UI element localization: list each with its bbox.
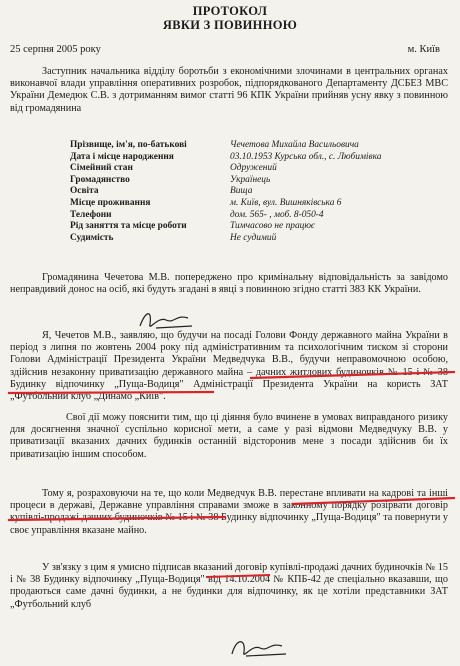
signature-1 xyxy=(136,306,196,334)
warning-paragraph: Громадянина Чечетова М.В. попереджено про кримінальну відповідальність за завідомо неправдивий донос на осіб, які будуть згадані в явці з повинною згідно статті 383 КК України. xyxy=(10,272,448,296)
info-row xyxy=(70,233,450,245)
connection-paragraph: У зв'язку з цим я умисно підписав вказаний договір купівлі-продажі дачних будиночків № 15 і № 38 Будинку відпочинку „Пуща-Водиця" від 14.10.2004 № КПБ-42 де спеціально вказавши, що продаються саме дачні будинки, а не будинки для відпочинку, як це хотіли представники ЗАТ „Футбольний клуб xyxy=(10,562,448,610)
protocol-subtitle: ЯВКИ З ПОВИННОЮ xyxy=(162,18,298,32)
signature-2 xyxy=(228,632,288,662)
info-label: Громадянство xyxy=(70,174,130,185)
explanation-paragraph: Свої дії можу пояснити тим, що ці діяння було вчинене в умовах виправданого ризику для досягнення значної суспільно корисної мети, а саме у разі відмови Медведчуку В.В. у приватизації вказаних дачних будинків останній відсторонив мене з посади здійснив би їх приватизацію іншим способом. xyxy=(10,412,448,460)
info-value: Чечетова Михайла Васильовича xyxy=(230,140,359,150)
protocol-city: м. Київ xyxy=(407,44,440,55)
info-label: Дата і місце народження xyxy=(70,151,174,162)
info-value: Не судимий xyxy=(230,232,277,243)
info-value: Тимчасово не працює xyxy=(230,221,316,232)
info-label: Рід заняття та місце роботи xyxy=(70,221,187,232)
info-label: Освіта xyxy=(70,186,99,197)
statement-paragraph: Я, Чечетов М.В., заявляю, що будучи на посаді Голови Фонду державного майна України в період з липня по жовтень 2004 року під адміністративним та психологічним тиском зі сторони Голови Адміністрації Президента України Медведчука В.В., будучи неправомочною особою, здійснив незаконну приватизацію державного майна – дачних житлових будиночків № 15 і № 38 Будинку відпочинку „Пуща-Водиця" Адміністрації Президента України на користь ЗАТ „Футбольний клуб „Динамо „Київ". xyxy=(10,330,448,403)
info-label: Телефони xyxy=(70,209,112,220)
info-row xyxy=(70,175,450,187)
intro-paragraph: Заступник начальника відділу боротьби з економічними злочинами в центральних органах виконавчої влади управління оперативних розробок, підпорядкованого Департаменту ДСБЕЗ МВС України Демедюк С.В. з дотриманням вимог статті 96 КПК України прийняв усну явку з повинною від громадянина xyxy=(10,66,448,114)
info-row xyxy=(70,221,450,233)
info-row xyxy=(70,186,450,198)
info-value: Українець xyxy=(230,174,271,185)
info-value: м. Київ, вул. Вишняківська 6 xyxy=(230,197,342,208)
protocol-title: ПРОТОКОЛ xyxy=(192,4,268,18)
info-row xyxy=(70,210,450,222)
info-row xyxy=(70,140,450,152)
info-value: Вища xyxy=(230,186,253,197)
expectation-paragraph: Тому я, розраховуючи на те, що коли Медведчук В.В. перестане впливати на кадрові та інші процеси в державі, Державне управління справами зможе в законному порядку розірвати договір купівлі-продажі дачних будиночків № 15 і № 38 Будинку відпочинку „Пуща-Водиця" та повернути у своє управління вказане майно. xyxy=(10,488,448,536)
info-row xyxy=(70,152,450,164)
info-value: 03.10.1953 Курська обл., с. Любимівка xyxy=(230,151,382,162)
protocol-date: 25 серпня 2005 року xyxy=(10,44,101,55)
info-value: дом. 565- , моб. 8-050-4 xyxy=(230,209,324,220)
info-value: Одружений xyxy=(230,163,277,174)
info-row xyxy=(70,198,450,210)
info-row xyxy=(70,163,450,175)
info-label: Місце проживання xyxy=(70,197,151,208)
info-label: Судимість xyxy=(70,232,114,243)
personal-info-table xyxy=(70,140,450,244)
info-label: Сімейний стан xyxy=(70,163,133,174)
info-label: Прізвище, ім'я, по-батькові xyxy=(70,140,187,150)
